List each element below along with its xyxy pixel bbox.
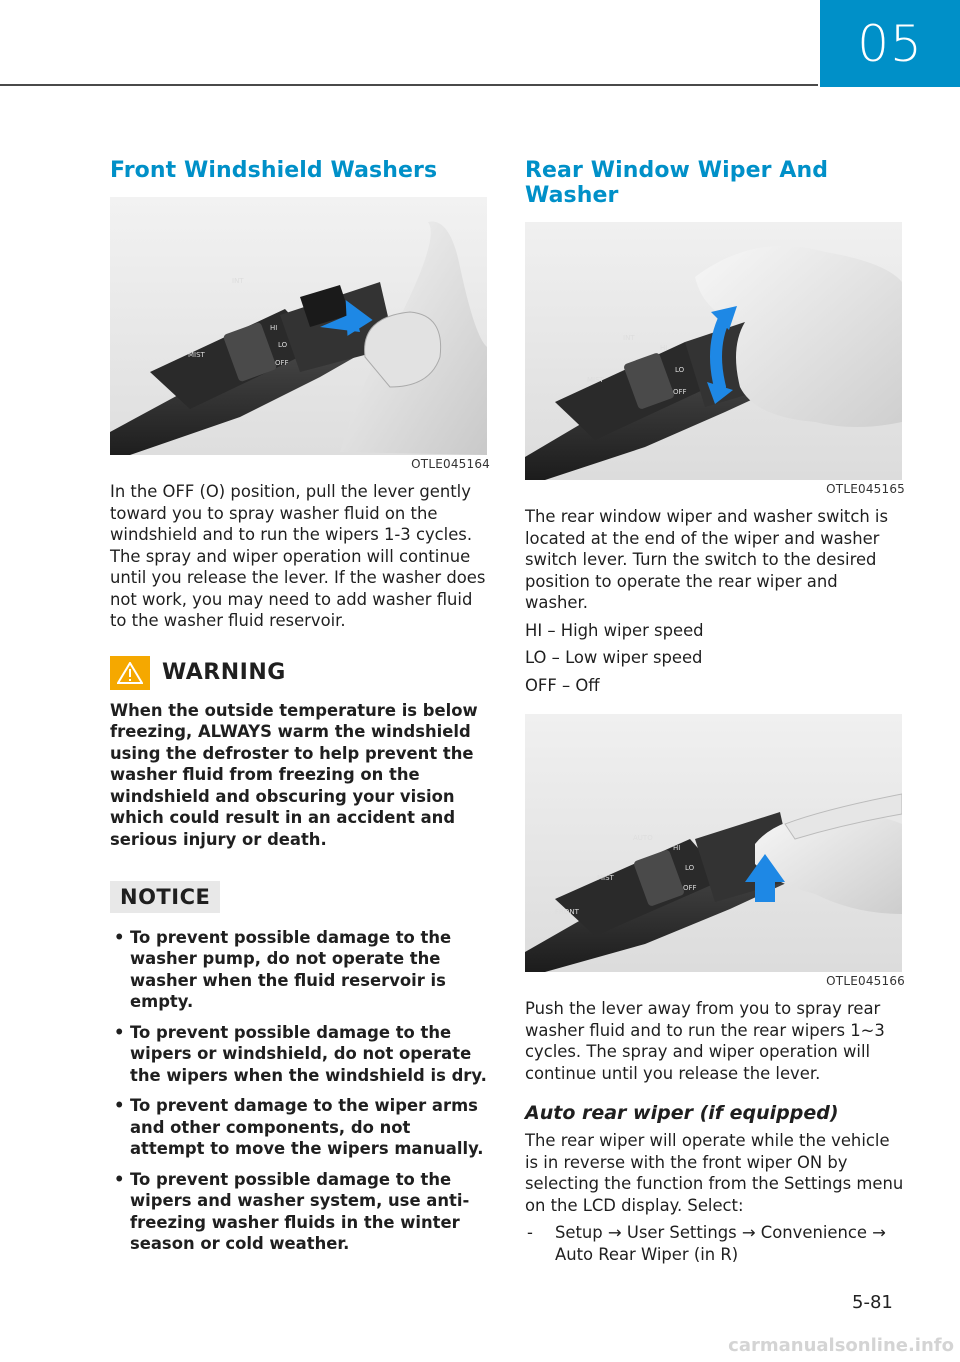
figure-front-washer-lever — [110, 197, 487, 455]
rear-wiper-illustration — [525, 222, 902, 480]
figure-code: OTLE045164 — [411, 457, 490, 471]
lever-label-mist: MIST — [188, 351, 205, 359]
lever-label-lo: LO — [675, 366, 685, 374]
lever-label-front: FRONT — [555, 908, 579, 916]
lever-label-auto: AUTO — [633, 834, 653, 842]
spec-off: OFF – Off — [525, 675, 600, 695]
paragraph-rear-wiper-intro: The rear window wiper and washer switch is located at the end of the wiper and washer switch lever. Turn the switch to the desired position to operate the rear wiper and washer. — [525, 507, 889, 612]
warning-text: When the outside temperature is below freezing, ALWAYS warm the windshield using the defroster to help prevent the washer fluid from freezing on the windshield and obscuring your vision which could result in an accident and serious injury or death. — [110, 700, 478, 850]
lever-label-off: OFF — [673, 388, 687, 396]
lever-label-mist: MIST — [597, 874, 614, 882]
front-washer-illustration — [110, 197, 487, 455]
section-title-front-washers: Front Windshield Washers — [110, 158, 438, 183]
paragraph-front-washer: In the OFF (O) position, pull the lever gently toward you to spray washer fluid on the windshield and to run the wipers 1-3 cycles. The spray and wiper operation will continue until you release the lever. If the washer does not work, you may need to add washer fluid to the washer fluid reservoir. — [110, 482, 486, 630]
notice-list — [110, 927, 490, 1255]
spec-hi: HI – High wiper speed — [525, 620, 704, 640]
figure-code: OTLE045165 — [826, 482, 905, 496]
lever-label-int: INT — [623, 334, 635, 342]
watermark: carmanualsonline.info — [728, 1335, 954, 1356]
section-title-rear-wiper: Rear Window Wiper And Washer — [525, 158, 829, 208]
left-column — [110, 158, 490, 1264]
lever-label-int: INT — [232, 277, 244, 285]
figure-code: OTLE045166 — [826, 974, 905, 988]
notice-item: • To prevent possible damage to the wipers and washer system, use anti-freezing washer fluids in the winter season or cold weather. — [110, 1169, 490, 1255]
dash-marker: - — [527, 1223, 533, 1242]
lever-label-hi: HI — [673, 844, 681, 852]
rear-washer-illustration — [525, 714, 902, 972]
notice-item: • To prevent possible damage to the washer pump, do not operate the washer when the fluid reservoir is empty. — [110, 927, 490, 1013]
notice-item: • To prevent damage to the wiper arms and other components, do not attempt to move the wipers manually. — [110, 1095, 490, 1160]
lever-label-lo: LO — [278, 341, 288, 349]
right-column — [525, 158, 905, 1265]
page-number: 5-81 — [852, 1292, 893, 1313]
subheading-auto-rear-wiper: Auto rear wiper (if equipped) — [525, 1102, 839, 1124]
lever-label-hi: HI — [660, 344, 668, 352]
lever-label-off: OFF — [275, 359, 289, 367]
figure-rear-wiper-switch — [525, 222, 902, 480]
chapter-tab: 05 — [820, 0, 960, 87]
notice-label: NOTICE — [110, 881, 220, 913]
paragraph-rear-washer: Push the lever away from you to spray rear washer fluid and to run the rear wipers 1~3 cycles. The spray and wiper operation will continue until you release the lever. — [525, 999, 885, 1083]
lever-label-hi: HI — [270, 324, 278, 332]
warning-title: WARNING — [162, 660, 286, 685]
header-rule — [0, 84, 818, 86]
spec-lo: LO – Low wiper speed — [525, 648, 703, 667]
warning-header — [110, 656, 490, 690]
warning-triangle-icon — [110, 656, 150, 690]
settings-path — [525, 1222, 905, 1265]
lever-label-lo: LO — [685, 864, 695, 872]
lever-label-mist: MIST — [587, 376, 604, 384]
settings-path-text: Setup → User Settings → Convenience → Auto Rear Wiper (in R) — [555, 1223, 886, 1264]
figure-rear-washer-push — [525, 714, 902, 972]
notice-item: • To prevent possible damage to the wipers or windshield, do not operate the wipers when the windshield is dry. — [110, 1022, 490, 1087]
paragraph-auto-rear-wiper: The rear wiper will operate while the vehicle is in reverse with the front wiper ON by selecting the function from the Settings menu on the LCD display. Select: — [525, 1131, 904, 1215]
lever-label-off: OFF — [683, 884, 697, 892]
